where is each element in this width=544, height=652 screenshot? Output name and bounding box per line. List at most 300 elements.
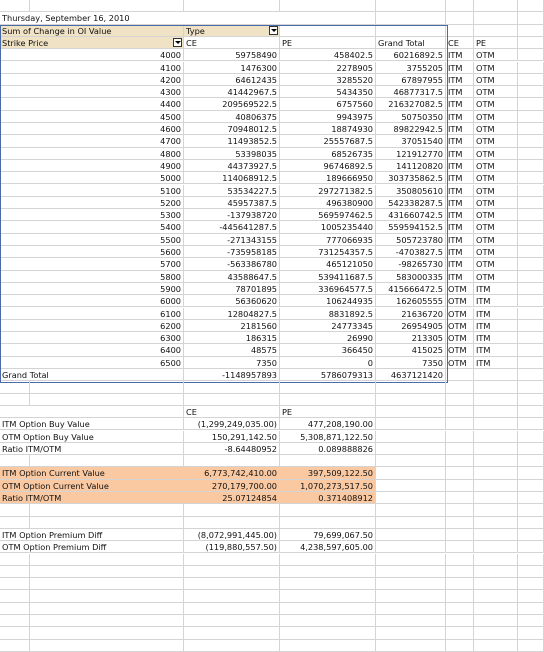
ce-value[interactable]: 11493852.5 (184, 135, 280, 147)
pe-value[interactable]: 777066935 (280, 234, 376, 246)
pe-moneyness[interactable]: ITM (474, 332, 518, 344)
empty-cell[interactable] (280, 455, 376, 467)
empty-cell[interactable] (184, 566, 280, 578)
grand-total-ce[interactable]: -1148957893 (184, 369, 280, 381)
empty-cell[interactable] (376, 480, 446, 492)
empty-cell[interactable] (518, 0, 544, 12)
ce-moneyness[interactable]: OTM (446, 332, 474, 344)
empty-cell[interactable] (518, 467, 544, 479)
pe-moneyness[interactable]: OTM (474, 258, 518, 270)
empty-cell[interactable] (376, 504, 446, 516)
empty-cell[interactable] (280, 566, 376, 578)
ce-moneyness[interactable]: ITM (446, 221, 474, 233)
empty-cell[interactable] (518, 492, 544, 504)
pivot-col-ce[interactable]: CE (184, 37, 280, 49)
summary-col-ce[interactable]: CE (184, 406, 280, 418)
ce-value[interactable]: 78701895 (184, 283, 280, 295)
ce-value[interactable]: 43588647.5 (184, 271, 280, 283)
empty-cell[interactable] (474, 443, 518, 455)
summary-pe-value[interactable]: 79,699,067.50 (280, 529, 376, 541)
summary-pe-value[interactable]: 477,208,190.00 (280, 418, 376, 430)
empty-cell[interactable] (280, 0, 376, 12)
strike-price[interactable]: 5400 (0, 221, 184, 233)
empty-cell[interactable] (446, 566, 474, 578)
empty-cell[interactable] (446, 554, 474, 566)
empty-cell[interactable] (518, 62, 544, 74)
extra-col-pe[interactable]: PE (474, 37, 518, 49)
empty-cell[interactable] (474, 627, 518, 639)
summary-ce-value[interactable]: -8.64480952 (184, 443, 280, 455)
ce-moneyness[interactable]: ITM (446, 234, 474, 246)
ce-moneyness[interactable]: ITM (446, 135, 474, 147)
empty-cell[interactable] (474, 554, 518, 566)
pe-moneyness[interactable]: ITM (474, 357, 518, 369)
pivot-row-field[interactable]: Strike Price (0, 37, 184, 49)
empty-cell[interactable] (518, 369, 544, 381)
strike-price[interactable]: 4200 (0, 74, 184, 86)
pe-moneyness[interactable]: ITM (474, 283, 518, 295)
empty-cell[interactable] (0, 566, 30, 578)
summary-label[interactable]: Ratio ITM/OTM (0, 443, 184, 455)
ce-moneyness[interactable]: OTM (446, 344, 474, 356)
pe-value[interactable]: 106244935 (280, 295, 376, 307)
empty-cell[interactable] (0, 504, 30, 516)
empty-cell[interactable] (474, 25, 518, 37)
empty-cell[interactable] (446, 455, 474, 467)
empty-cell[interactable] (518, 480, 544, 492)
empty-cell[interactable] (518, 37, 544, 49)
empty-cell[interactable] (518, 541, 544, 553)
empty-cell[interactable] (376, 640, 446, 652)
empty-cell[interactable] (518, 344, 544, 356)
empty-cell[interactable] (474, 590, 518, 602)
empty-cell[interactable] (474, 418, 518, 430)
empty-cell[interactable] (474, 381, 518, 393)
empty-cell[interactable] (518, 603, 544, 615)
pe-value[interactable]: 0 (280, 357, 376, 369)
empty-cell[interactable] (446, 12, 474, 24)
empty-cell[interactable] (184, 627, 280, 639)
pe-value[interactable]: 465121050 (280, 258, 376, 270)
empty-cell[interactable] (446, 369, 474, 381)
empty-cell[interactable] (446, 590, 474, 602)
empty-cell[interactable] (446, 640, 474, 652)
grand-total-pe[interactable]: 5786079313 (280, 369, 376, 381)
summary-pe-value[interactable]: 1,070,273,517.50 (280, 480, 376, 492)
pe-value[interactable]: 6757560 (280, 98, 376, 110)
empty-cell[interactable] (474, 455, 518, 467)
empty-cell[interactable] (184, 455, 280, 467)
empty-cell[interactable] (518, 590, 544, 602)
grand-total-value[interactable]: -98265730 (376, 258, 446, 270)
pivot-col-pe[interactable]: PE (280, 37, 376, 49)
empty-cell[interactable] (518, 566, 544, 578)
pe-moneyness[interactable]: ITM (474, 308, 518, 320)
ce-value[interactable]: -445641287.5 (184, 221, 280, 233)
ce-moneyness[interactable]: ITM (446, 258, 474, 270)
empty-cell[interactable] (30, 0, 184, 12)
ce-moneyness[interactable]: ITM (446, 86, 474, 98)
grand-total-value[interactable]: 141120820 (376, 160, 446, 172)
strike-price[interactable]: 5600 (0, 246, 184, 258)
ce-moneyness[interactable]: OTM (446, 320, 474, 332)
empty-cell[interactable] (518, 25, 544, 37)
grand-total-value[interactable]: 415025 (376, 344, 446, 356)
grand-total-value[interactable]: 303735862.5 (376, 172, 446, 184)
ce-moneyness[interactable]: ITM (446, 209, 474, 221)
empty-cell[interactable] (474, 406, 518, 418)
ce-value[interactable]: 45957387.5 (184, 197, 280, 209)
grand-total-value[interactable]: 60216892.5 (376, 49, 446, 61)
grand-total-value[interactable]: 505723780 (376, 234, 446, 246)
pe-value[interactable]: 68526735 (280, 148, 376, 160)
empty-cell[interactable] (280, 590, 376, 602)
empty-cell[interactable] (376, 0, 446, 12)
summary-ce-value[interactable]: (8,072,991,445.00) (184, 529, 280, 541)
empty-cell[interactable] (518, 308, 544, 320)
empty-cell[interactable] (446, 431, 474, 443)
empty-cell[interactable] (474, 0, 518, 12)
empty-cell[interactable] (518, 185, 544, 197)
grand-total-value[interactable]: 350805610 (376, 185, 446, 197)
report-date[interactable]: Thursday, September 16, 2010 (0, 12, 376, 24)
empty-cell[interactable] (184, 394, 280, 406)
summary-ce-value[interactable]: 150,291,142.50 (184, 431, 280, 443)
empty-cell[interactable] (518, 320, 544, 332)
pe-value[interactable]: 496380900 (280, 197, 376, 209)
empty-cell[interactable] (376, 578, 446, 590)
empty-cell[interactable] (184, 578, 280, 590)
ce-moneyness[interactable]: ITM (446, 197, 474, 209)
grand-total-value[interactable]: 50750350 (376, 111, 446, 123)
empty-cell[interactable] (30, 455, 184, 467)
ce-value[interactable]: 53534227.5 (184, 185, 280, 197)
pe-value[interactable]: 9943975 (280, 111, 376, 123)
empty-cell[interactable] (474, 566, 518, 578)
grand-total-value[interactable]: 3755205 (376, 62, 446, 74)
empty-cell[interactable] (446, 603, 474, 615)
empty-cell[interactable] (474, 369, 518, 381)
empty-cell[interactable] (446, 394, 474, 406)
grand-total-value[interactable]: 26954905 (376, 320, 446, 332)
pe-value[interactable]: 3285520 (280, 74, 376, 86)
empty-cell[interactable] (474, 492, 518, 504)
empty-cell[interactable] (280, 603, 376, 615)
pe-value[interactable]: 24773345 (280, 320, 376, 332)
empty-cell[interactable] (0, 455, 30, 467)
empty-cell[interactable] (376, 418, 446, 430)
empty-cell[interactable] (30, 603, 184, 615)
pe-value[interactable]: 5434350 (280, 86, 376, 98)
strike-price[interactable]: 4600 (0, 123, 184, 135)
empty-cell[interactable] (446, 492, 474, 504)
empty-cell[interactable] (446, 381, 474, 393)
empty-cell[interactable] (474, 640, 518, 652)
empty-cell[interactable] (376, 517, 446, 529)
empty-cell[interactable] (518, 381, 544, 393)
empty-cell[interactable] (474, 467, 518, 479)
empty-cell[interactable] (184, 381, 280, 393)
summary-pe-value[interactable]: 0.089888826 (280, 443, 376, 455)
pe-moneyness[interactable]: OTM (474, 148, 518, 160)
empty-cell[interactable] (376, 455, 446, 467)
strike-price[interactable]: 6500 (0, 357, 184, 369)
empty-cell[interactable] (518, 123, 544, 135)
pe-moneyness[interactable]: OTM (474, 62, 518, 74)
empty-cell[interactable] (280, 504, 376, 516)
empty-cell[interactable] (518, 283, 544, 295)
grand-total-label[interactable]: Grand Total (0, 369, 184, 381)
strike-price[interactable]: 6300 (0, 332, 184, 344)
ce-value[interactable]: 12804827.5 (184, 308, 280, 320)
grand-total-value[interactable]: 431660742.5 (376, 209, 446, 221)
empty-cell[interactable] (184, 615, 280, 627)
empty-cell[interactable] (518, 49, 544, 61)
empty-cell[interactable] (0, 0, 30, 12)
strike-price[interactable]: 6000 (0, 295, 184, 307)
grand-total-value[interactable]: 37051540 (376, 135, 446, 147)
grand-total-value[interactable]: 583000335 (376, 271, 446, 283)
empty-cell[interactable] (184, 517, 280, 529)
empty-cell[interactable] (280, 578, 376, 590)
pe-moneyness[interactable]: OTM (474, 86, 518, 98)
pe-value[interactable]: 26990 (280, 332, 376, 344)
pe-moneyness[interactable]: ITM (474, 344, 518, 356)
empty-cell[interactable] (518, 295, 544, 307)
grand-total-value[interactable]: 542338287.5 (376, 197, 446, 209)
ce-value[interactable]: 70948012.5 (184, 123, 280, 135)
empty-cell[interactable] (0, 554, 30, 566)
empty-cell[interactable] (518, 431, 544, 443)
empty-cell[interactable] (518, 640, 544, 652)
pe-value[interactable]: 8831892.5 (280, 308, 376, 320)
summary-ce-value[interactable]: 25.07124854 (184, 492, 280, 504)
grand-total-value[interactable]: 216327082.5 (376, 98, 446, 110)
empty-cell[interactable] (518, 197, 544, 209)
pivot-column-field[interactable]: Type (184, 25, 280, 37)
ce-value[interactable]: 53398035 (184, 148, 280, 160)
empty-cell[interactable] (474, 529, 518, 541)
ce-moneyness[interactable]: ITM (446, 148, 474, 160)
ce-moneyness[interactable]: ITM (446, 49, 474, 61)
summary-label[interactable]: OTM Option Premium Diff (0, 541, 184, 553)
ce-moneyness[interactable]: ITM (446, 98, 474, 110)
empty-cell[interactable] (376, 566, 446, 578)
pe-moneyness[interactable]: OTM (474, 135, 518, 147)
empty-cell[interactable] (184, 590, 280, 602)
pe-moneyness[interactable]: OTM (474, 172, 518, 184)
strike-price[interactable]: 5500 (0, 234, 184, 246)
summary-col-pe[interactable]: PE (280, 406, 376, 418)
empty-cell[interactable] (518, 74, 544, 86)
pe-moneyness[interactable]: OTM (474, 123, 518, 135)
empty-cell[interactable] (184, 603, 280, 615)
empty-cell[interactable] (518, 406, 544, 418)
summary-ce-value[interactable]: 270,179,700.00 (184, 480, 280, 492)
empty-cell[interactable] (30, 566, 184, 578)
empty-cell[interactable] (518, 258, 544, 270)
empty-cell[interactable] (0, 394, 30, 406)
ce-value[interactable]: -137938720 (184, 209, 280, 221)
pe-moneyness[interactable]: OTM (474, 197, 518, 209)
empty-cell[interactable] (30, 627, 184, 639)
strike-price[interactable]: 5700 (0, 258, 184, 270)
empty-cell[interactable] (446, 517, 474, 529)
empty-cell[interactable] (184, 554, 280, 566)
empty-cell[interactable] (376, 615, 446, 627)
pe-value[interactable]: 297271382.5 (280, 185, 376, 197)
ce-value[interactable]: 186315 (184, 332, 280, 344)
strike-price[interactable]: 6400 (0, 344, 184, 356)
pe-value[interactable]: 569597462.5 (280, 209, 376, 221)
empty-cell[interactable] (474, 603, 518, 615)
empty-cell[interactable] (474, 431, 518, 443)
empty-cell[interactable] (474, 12, 518, 24)
grand-total-value[interactable]: 67897955 (376, 74, 446, 86)
ce-moneyness[interactable]: ITM (446, 62, 474, 74)
summary-pe-value[interactable]: 0.371408912 (280, 492, 376, 504)
ce-moneyness[interactable]: ITM (446, 185, 474, 197)
empty-cell[interactable] (518, 234, 544, 246)
ce-value[interactable]: 7350 (184, 357, 280, 369)
pivot-col-grand-total[interactable]: Grand Total (376, 37, 446, 49)
pe-moneyness[interactable]: OTM (474, 98, 518, 110)
ce-value[interactable]: 44373927.5 (184, 160, 280, 172)
empty-cell[interactable] (518, 98, 544, 110)
strike-price[interactable]: 5200 (0, 197, 184, 209)
empty-cell[interactable] (474, 578, 518, 590)
ce-moneyness[interactable]: ITM (446, 74, 474, 86)
empty-cell[interactable] (518, 627, 544, 639)
summary-label[interactable]: OTM Option Buy Value (0, 431, 184, 443)
empty-cell[interactable] (518, 332, 544, 344)
empty-cell[interactable] (518, 517, 544, 529)
empty-cell[interactable] (518, 246, 544, 258)
empty-cell[interactable] (30, 578, 184, 590)
ce-value[interactable]: 40806375 (184, 111, 280, 123)
empty-cell[interactable] (518, 578, 544, 590)
ce-moneyness[interactable]: ITM (446, 160, 474, 172)
summary-pe-value[interactable]: 5,308,871,122.50 (280, 431, 376, 443)
empty-cell[interactable] (518, 504, 544, 516)
empty-cell[interactable] (474, 480, 518, 492)
grand-total-value[interactable]: 121912770 (376, 148, 446, 160)
extra-col-ce[interactable]: CE (446, 37, 474, 49)
pe-moneyness[interactable]: ITM (474, 320, 518, 332)
grand-total-value[interactable]: 213305 (376, 332, 446, 344)
empty-cell[interactable] (474, 615, 518, 627)
pe-moneyness[interactable]: OTM (474, 49, 518, 61)
empty-cell[interactable] (446, 541, 474, 553)
pe-moneyness[interactable]: OTM (474, 160, 518, 172)
empty-cell[interactable] (446, 480, 474, 492)
strike-price[interactable]: 4000 (0, 49, 184, 61)
pe-moneyness[interactable]: OTM (474, 234, 518, 246)
empty-cell[interactable] (518, 357, 544, 369)
empty-cell[interactable] (30, 504, 184, 516)
pe-moneyness[interactable]: OTM (474, 246, 518, 258)
ce-value[interactable]: 59758490 (184, 49, 280, 61)
ce-value[interactable]: 209569522.5 (184, 98, 280, 110)
empty-cell[interactable] (518, 455, 544, 467)
pe-moneyness[interactable]: OTM (474, 185, 518, 197)
pe-moneyness[interactable]: OTM (474, 209, 518, 221)
empty-cell[interactable] (376, 381, 446, 393)
empty-cell[interactable] (280, 394, 376, 406)
empty-cell[interactable] (446, 578, 474, 590)
strike-price[interactable]: 4800 (0, 148, 184, 160)
empty-cell[interactable] (0, 640, 30, 652)
empty-cell[interactable] (518, 148, 544, 160)
empty-cell[interactable] (30, 615, 184, 627)
strike-price[interactable]: 5000 (0, 172, 184, 184)
empty-cell[interactable] (280, 627, 376, 639)
ce-value[interactable]: 2181560 (184, 320, 280, 332)
empty-cell[interactable] (376, 443, 446, 455)
empty-cell[interactable] (376, 12, 446, 24)
pe-value[interactable]: 731254357.5 (280, 246, 376, 258)
empty-cell[interactable] (474, 517, 518, 529)
empty-cell[interactable] (446, 418, 474, 430)
empty-cell[interactable] (376, 627, 446, 639)
empty-cell[interactable] (184, 0, 280, 12)
grand-total-value[interactable]: 7350 (376, 357, 446, 369)
pe-moneyness[interactable]: OTM (474, 74, 518, 86)
empty-cell[interactable] (280, 517, 376, 529)
ce-moneyness[interactable]: OTM (446, 357, 474, 369)
strike-price[interactable]: 5800 (0, 271, 184, 283)
empty-cell[interactable] (30, 640, 184, 652)
empty-cell[interactable] (446, 529, 474, 541)
grand-total-value[interactable]: 162605555 (376, 295, 446, 307)
ce-value[interactable]: 1476300 (184, 62, 280, 74)
empty-cell[interactable] (376, 590, 446, 602)
empty-cell[interactable] (446, 615, 474, 627)
empty-cell[interactable] (0, 615, 30, 627)
filter-dropdown-icon[interactable] (269, 26, 278, 35)
strike-price[interactable]: 5300 (0, 209, 184, 221)
empty-cell[interactable] (30, 517, 184, 529)
empty-cell[interactable] (280, 640, 376, 652)
empty-cell[interactable] (518, 111, 544, 123)
empty-cell[interactable] (376, 603, 446, 615)
strike-price[interactable]: 4400 (0, 98, 184, 110)
empty-cell[interactable] (280, 615, 376, 627)
empty-cell[interactable] (446, 406, 474, 418)
ce-value[interactable]: -735958185 (184, 246, 280, 258)
ce-value[interactable]: -271343155 (184, 234, 280, 246)
summary-label[interactable]: OTM Option Current Value (0, 480, 184, 492)
empty-cell[interactable] (376, 431, 446, 443)
pe-value[interactable]: 458402.5 (280, 49, 376, 61)
empty-cell[interactable] (0, 381, 30, 393)
empty-cell[interactable] (474, 541, 518, 553)
filter-dropdown-icon[interactable] (173, 38, 182, 47)
ce-value[interactable]: 114068912.5 (184, 172, 280, 184)
summary-label[interactable]: ITM Option Buy Value (0, 418, 184, 430)
empty-cell[interactable] (376, 467, 446, 479)
empty-cell[interactable] (446, 25, 474, 37)
ce-value[interactable]: 48575 (184, 344, 280, 356)
empty-cell[interactable] (30, 554, 184, 566)
empty-cell[interactable] (30, 394, 184, 406)
empty-cell[interactable] (0, 578, 30, 590)
empty-cell[interactable] (280, 554, 376, 566)
empty-cell[interactable] (0, 627, 30, 639)
empty-cell[interactable] (518, 271, 544, 283)
empty-cell[interactable] (0, 406, 184, 418)
grand-total-all[interactable]: 4637121420 (376, 369, 446, 381)
